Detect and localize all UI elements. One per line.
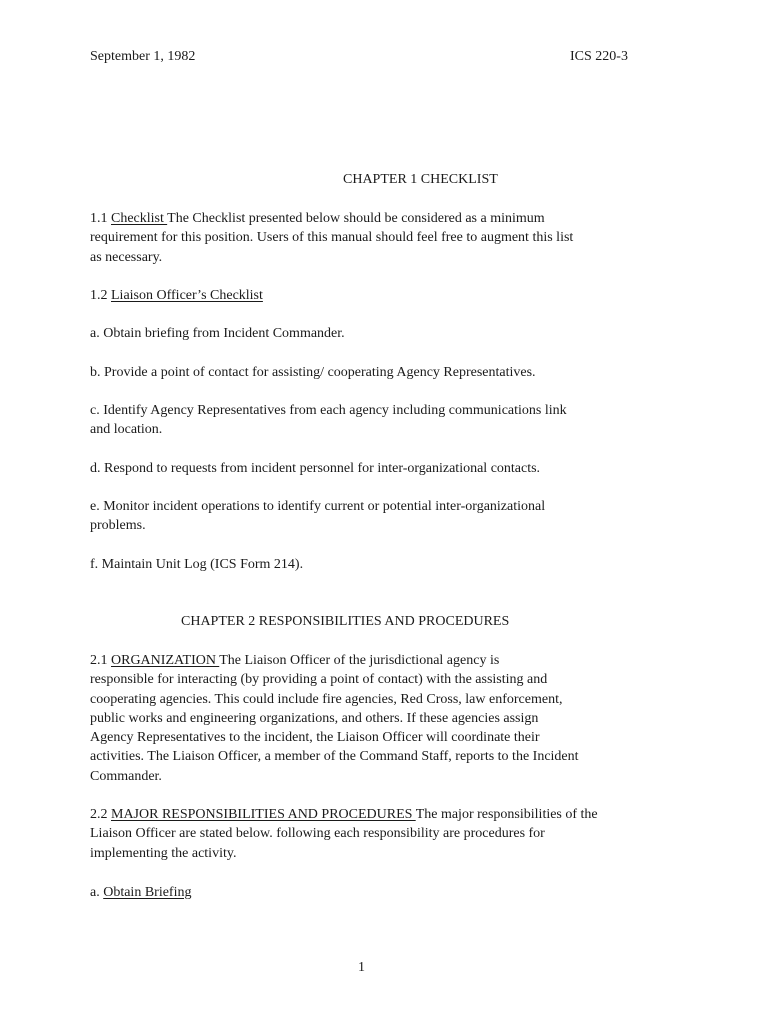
section-2-1	[90, 651, 690, 786]
paragraph-text: implementing the activity.	[90, 845, 237, 861]
paragraph-text: requirement for this position. Users of this manual should feel free to augment this list	[90, 230, 574, 246]
checklist-item-c	[90, 401, 690, 440]
section-number: 1.1	[90, 211, 111, 226]
section-heading: Checklist	[111, 211, 168, 226]
paragraph-text: The major responsibilities of the	[415, 807, 598, 822]
paragraph-text: The Liaison Officer of the jurisdictional agency is	[219, 653, 500, 668]
checklist-item-b: b. Provide a point of contact for assisting/ cooperating Agency Representatives.	[90, 365, 536, 380]
section-2-2	[90, 805, 690, 863]
section-number: 1.2	[90, 288, 111, 303]
paragraph-text: Agency Representatives to the incident, the Liaison Officer will coordinate their	[90, 730, 540, 746]
section-number: 2.1	[90, 653, 111, 668]
paragraph-text: Liaison Officer are stated below. following each responsibility are procedures for	[90, 826, 545, 842]
paragraph-text: activities. The Liaison Officer, a member of the Command Staff, reports to the Incident	[90, 749, 579, 765]
section-heading: ORGANIZATION	[111, 653, 220, 668]
section-1-2	[90, 286, 263, 305]
section-heading: Liaison Officer’s Checklist	[111, 288, 263, 303]
header-doc-id: ICS 220-3	[570, 49, 628, 64]
chapter2-title: CHAPTER 2 RESPONSIBILITIES AND PROCEDURES	[181, 614, 510, 629]
checklist-item-f: f. Maintain Unit Log (ICS Form 214).	[90, 557, 304, 572]
paragraph-text: public works and engineering organizations, and others. If these agencies assign	[90, 710, 539, 726]
section-heading: MAJOR RESPONSIBILITIES AND PROCEDURES	[111, 807, 416, 822]
checklist-item-d: d. Respond to requests from incident personnel for inter-organizational contacts.	[90, 461, 541, 476]
paragraph-text: problems.	[90, 518, 146, 534]
chapter1-title: CHAPTER 1 CHECKLIST	[343, 172, 498, 187]
section-1-1	[90, 209, 690, 267]
paragraph-text: cooperating agencies. This could include fire agencies, Red Cross, law enforcement,	[90, 691, 563, 707]
page-number: 1	[358, 960, 365, 975]
header-date: September 1, 1982	[90, 49, 196, 64]
paragraph-text: The Checklist presented below should be considered as a minimum	[167, 211, 545, 226]
section-number: 2.2	[90, 807, 111, 822]
checklist-item-a: a. Obtain briefing from Incident Commander.	[90, 326, 345, 341]
paragraph-text: e. Monitor incident operations to identify current or potential inter-organizational	[90, 499, 546, 514]
paragraph-text: Commander.	[90, 768, 162, 784]
paragraph-text: responsible for interacting (by providing a point of contact) with the assisting and	[90, 672, 548, 688]
subsection-a	[90, 883, 191, 902]
paragraph-text: c. Identify Agency Representatives from each agency including communications link	[90, 403, 567, 418]
subsection-prefix: a.	[90, 885, 104, 900]
paragraph-text: and location.	[90, 422, 163, 438]
checklist-item-e	[90, 497, 690, 536]
paragraph-text: as necessary.	[90, 249, 163, 265]
subsection-heading: Obtain Briefing	[103, 885, 192, 900]
